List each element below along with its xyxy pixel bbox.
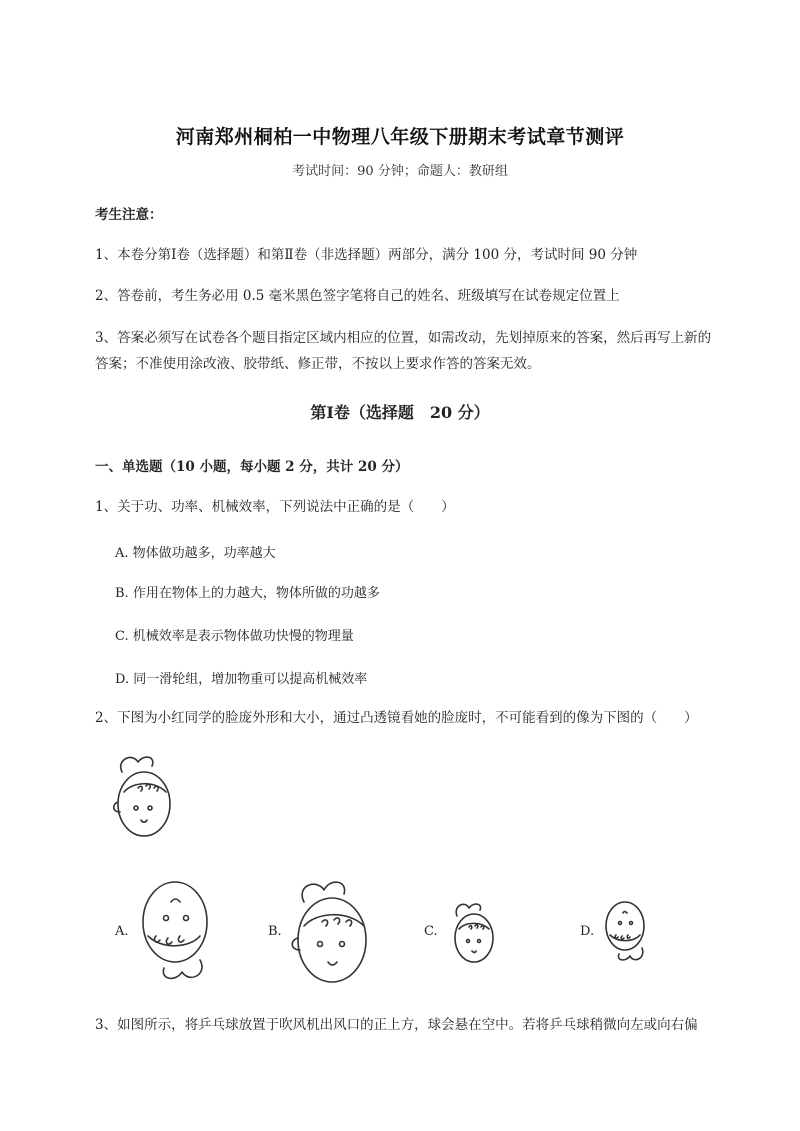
part1-title: 第Ⅰ卷（选择题 20 分）: [310, 403, 490, 422]
question-1-stem: 1、关于功、功率、机械效率，下列说法中正确的是（ ）: [95, 499, 455, 515]
exam-subtitle: 考试时间：90 分钟；命题人：教研组: [292, 164, 508, 179]
question-1-option-c: C. 机械效率是表示物体做功快慢的物理量: [115, 629, 354, 644]
note-item-1: 1、本卷分第Ⅰ卷（选择题）和第Ⅱ卷（非选择题）两部分，满分 100 分，考试时间 90 分钟: [95, 247, 638, 263]
figure-option-b-label: B.: [268, 924, 282, 939]
face-option-b-figure: [286, 876, 378, 990]
figure-option-a-label: A.: [115, 924, 129, 939]
question-1-option-d: D. 同一滑轮组，增加物重可以提高机械效率: [115, 672, 368, 687]
face-option-d-figure: [600, 898, 652, 964]
face-option-a-figure: [130, 872, 220, 984]
face-original-figure: [108, 752, 178, 844]
question-2-stem: 2、下图为小红同学的脸庞外形和大小，通过凸透镜看她的脸庞时，不可能看到的像为下图的（ ）: [95, 710, 698, 726]
exam-title: 河南郑州桐柏一中物理八年级下册期末考试章节测评: [175, 126, 625, 148]
note-item-2: 2、答卷前，考生务必用 0.5 毫米黑色签字笔将自己的姓名、班级填写在试卷规定位置上: [95, 288, 620, 304]
section-heading: 一、单选题（10 小题，每小题 2 分，共计 20 分）: [95, 459, 409, 475]
question-1-option-b: B. 作用在物体上的力越大，物体所做的功越多: [115, 586, 380, 601]
question-1-option-a: A. 物体做功越多，功率越大: [115, 546, 276, 561]
notes-heading: 考生注意：: [95, 207, 163, 223]
note-item-3: 3、答案必须写在试卷各个题目指定区域内相应的位置，如需改动，先划掉原来的答案，然后再写上新的答案；不准使用涂改液、胶带纸、修正带，不按以上要求作答的答案无效。: [95, 330, 712, 372]
question-3-stem: 3、如图所示，将乒乓球放置于吹风机出风口的正上方，球会悬在空中。若将乒乓球稍微向左或向右偏: [95, 1017, 698, 1033]
figure-option-d-label: D.: [580, 924, 595, 939]
face-option-c-figure: [447, 900, 499, 966]
figure-option-c-label: C.: [424, 924, 438, 939]
